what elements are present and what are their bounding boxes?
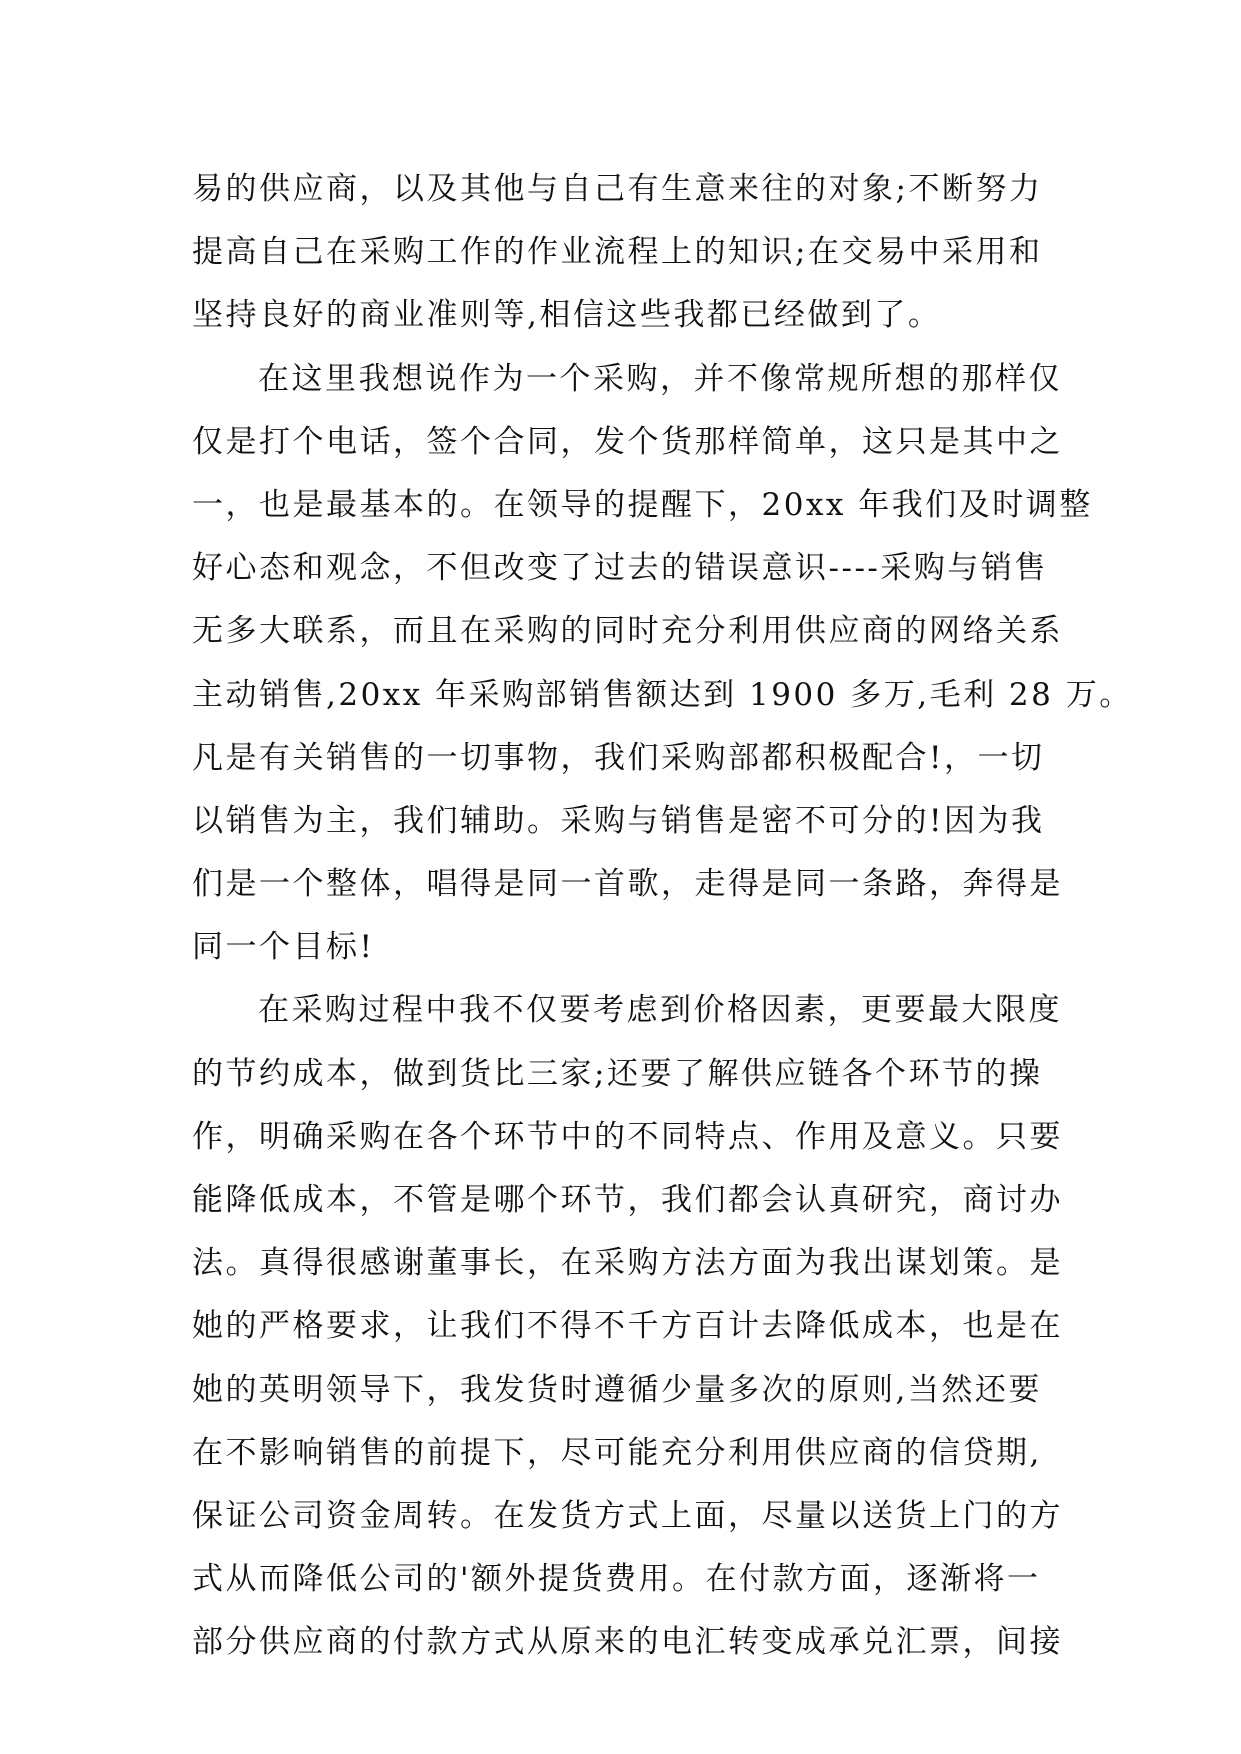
- text-line: 无多大联系，而且在采购的同时充分利用供应商的网络关系: [192, 613, 1063, 650]
- text-line: 她的英明领导下，我发货时遵循少量多次的原则,当然还要: [192, 1371, 1042, 1408]
- text-line: 提高自己在采购工作的作业流程上的知识;在交易中采用和: [192, 234, 1043, 271]
- text-line: 主动销售,20xx 年采购部销售额达到 1900 多万,毛利 28 万。: [192, 676, 1133, 713]
- text-line: 一，也是最基本的。在领导的提醒下，20xx 年我们及时调整: [192, 486, 1093, 523]
- text-line: 在不影响销售的前提下，尽可能充分利用供应商的信贷期,: [192, 1434, 1042, 1471]
- paragraph-first-line: 在采购过程中我不仅要考虑到价格因素，更要最大限度: [258, 992, 1062, 1029]
- document-body: [192, 158, 1133, 1675]
- text-line: 的节约成本，做到货比三家;还要了解供应链各个环节的操: [192, 1055, 1043, 1092]
- text-line: 以销售为主，我们辅助。采购与销售是密不可分的!因为我: [192, 802, 1045, 839]
- text-line: 们是一个整体，唱得是同一首歌，走得是同一条路，奔得是: [192, 866, 1063, 903]
- text-line: 她的严格要求，让我们不得不千方百计去降低成本，也是在: [192, 1308, 1063, 1345]
- text-line: 式从而降低公司的'额外提货费用。在付款方面，逐渐将一: [192, 1561, 1041, 1598]
- text-line: 部分供应商的付款方式从原来的电汇转变成承兑汇票，间接: [192, 1624, 1063, 1661]
- text-line: 同一个目标!: [192, 929, 375, 966]
- paragraph-first-line: 在这里我想说作为一个采购，并不像常规所想的那样仅: [258, 360, 1062, 397]
- text-line: 易的供应商，以及其他与自己有生意来往的对象;不断努力: [192, 171, 1043, 207]
- text-line: 能降低成本，不管是哪个环节，我们都会认真研究，商讨办: [192, 1182, 1063, 1218]
- text-line: 作，明确采购在各个环节中的不同特点、作用及意义。只要: [192, 1118, 1063, 1155]
- text-line: 保证公司资金周转。在发货方式上面，尽量以送货上门的方: [192, 1497, 1063, 1534]
- text-line: 仅是打个电话，签个合同，发个货那样简单，这只是其中之: [192, 423, 1063, 460]
- text-line: 凡是有关销售的一切事物，我们采购部都积极配合!，一切: [192, 739, 1045, 776]
- text-line: 好心态和观念，不但改变了过去的错误意识----采购与销售: [192, 550, 1048, 587]
- text-line: 法。真得很感谢董事长，在采购方法方面为我出谋划策。是: [192, 1245, 1063, 1282]
- text-line: 坚持良好的商业准则等,相信这些我都已经做到了。: [192, 297, 942, 334]
